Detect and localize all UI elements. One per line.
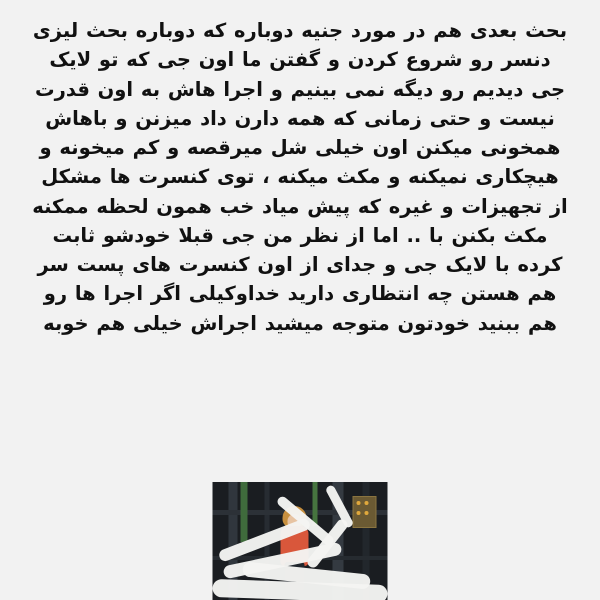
stage-photo[interactable] bbox=[213, 482, 388, 600]
light-led bbox=[365, 501, 369, 505]
light-led bbox=[357, 511, 361, 515]
light-led bbox=[365, 511, 369, 515]
stage-green-light bbox=[241, 482, 248, 542]
stage-light-panel bbox=[353, 496, 377, 528]
post-media[interactable] bbox=[213, 482, 388, 600]
light-led bbox=[357, 501, 361, 505]
post-text: بحث بعدی هم در مورد جنیه دوباره که دوباره بحث لیزی دنسر رو شروع کردن و گفتن ما اون جی که تو لایک جی دیدیم رو دیگه نمی بینیم و اجرا هاش به اون قدرت نیست و حتی زمانی که همه دارن داد میزنن و باهاش همخونی میکنن اون خیلی شل میرقصه و کم میخونه و هیچکاری نمیکنه و مکث میکنه ، توی کنسرت ها مشکل از تجهیزات و غیره که پیش میاد خب همون لحظه ممکنه مکث بکنن با .. اما از نظر من جی قبلا خودشو ثابت کرده با لایک جی و جدای از اون کنسرت های پست سر هم هستن چه انتظاری دارید خداوکیلی اگر اجرا ها رو هم ببنید خودتون متوجه میشید اجراش خیلی هم خوبه bbox=[24, 19, 568, 335]
